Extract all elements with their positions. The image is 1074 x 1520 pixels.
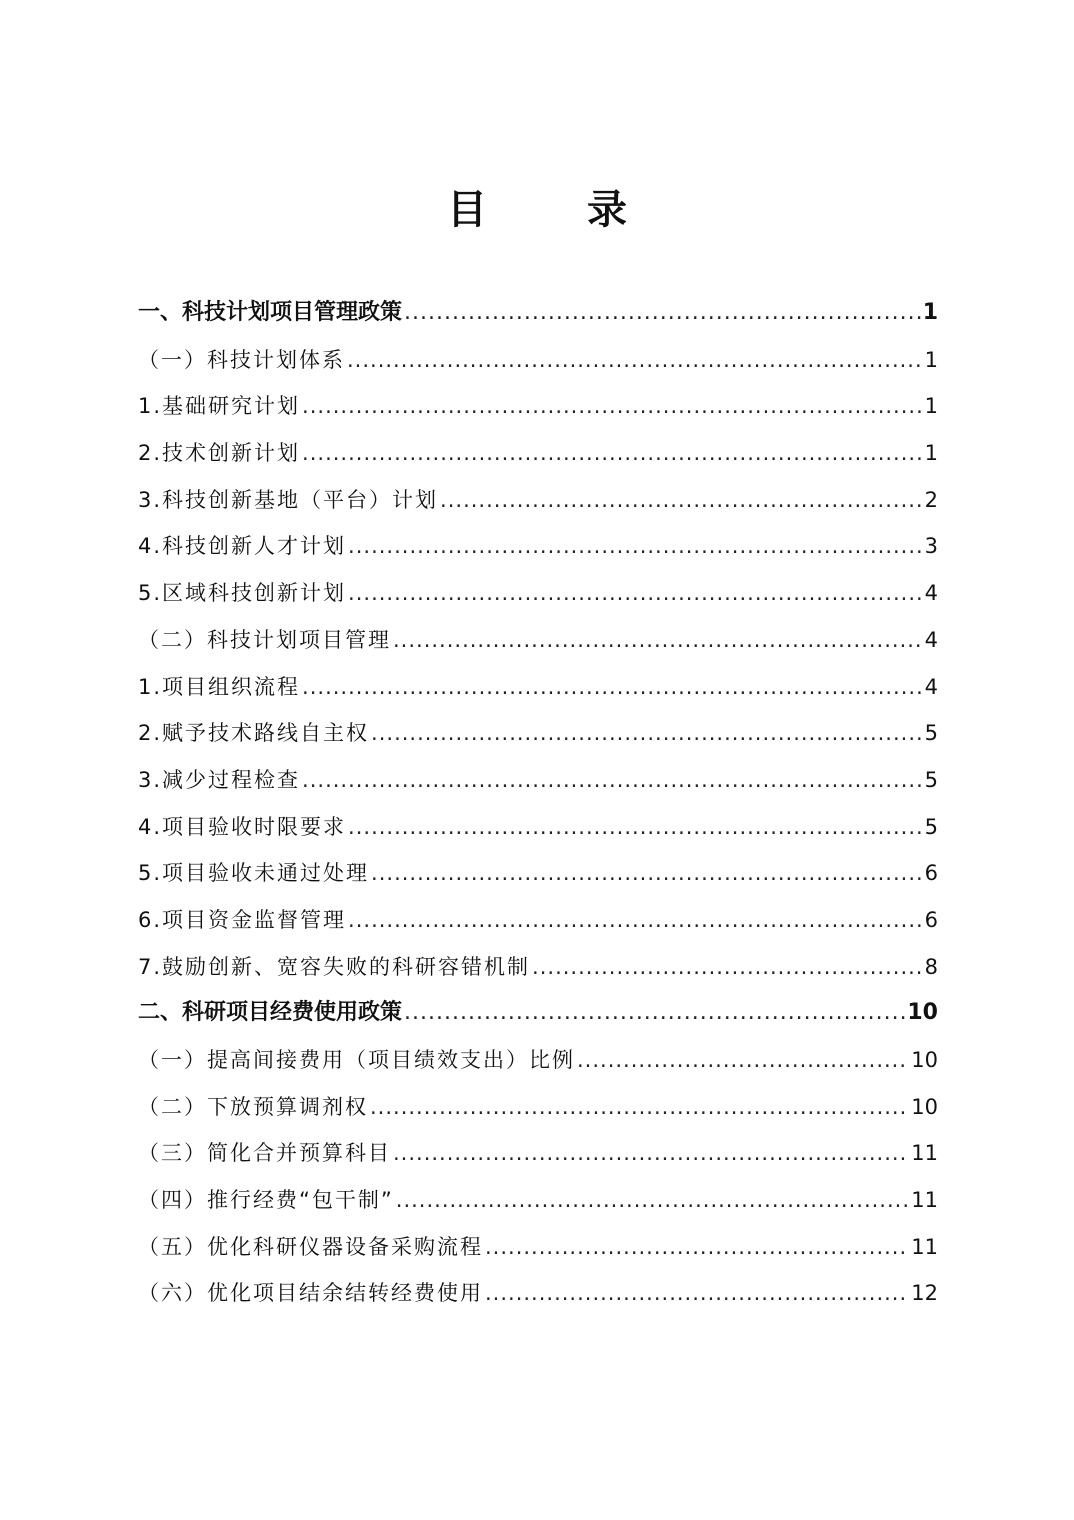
toc-page-number: 10 [907, 1000, 938, 1026]
toc-page-number: 6 [924, 907, 938, 932]
toc-entry[interactable] [138, 710, 938, 757]
toc-entry-label: 3.减少过程检查 [138, 767, 301, 792]
toc-entry[interactable] [138, 477, 938, 524]
toc-page-number: 5 [924, 721, 938, 746]
toc-entry[interactable] [138, 570, 938, 617]
toc-entry-label: 二、科研项目经费使用政策 [138, 1000, 403, 1026]
toc-page-number: 5 [924, 814, 938, 839]
toc-dot-leader [393, 1130, 909, 1177]
toc-dot-leader [396, 1177, 910, 1224]
toc-entry-label: 7.鼓励创新、宽容失败的科研容错机制 [138, 954, 531, 979]
toc-page-number: 1 [924, 441, 938, 466]
toc-dot-leader [577, 1037, 909, 1084]
toc-entry[interactable] [138, 1224, 938, 1271]
toc-entry[interactable] [138, 1130, 938, 1177]
toc-page-number: 10 [911, 1048, 938, 1072]
toc-page-number: 2 [924, 487, 938, 512]
toc-entry-label: （一）科技计划体系 [138, 347, 345, 372]
toc-dot-leader [348, 570, 923, 617]
toc-dot-leader [302, 430, 923, 477]
toc-dot-leader [371, 710, 923, 757]
toc-page-number: 4 [924, 627, 938, 652]
toc-entry[interactable] [138, 990, 938, 1037]
toc-dot-leader [485, 1224, 909, 1271]
toc-entry[interactable] [138, 383, 938, 430]
toc-dot-leader [440, 477, 923, 524]
toc-dot-leader [348, 897, 923, 944]
toc-page-number: 11 [911, 1234, 938, 1259]
toc-dot-leader [532, 944, 923, 991]
toc-entry[interactable] [138, 290, 938, 337]
toc-entry-label: （一）提高间接费用（项目绩效支出）比例 [138, 1048, 575, 1072]
toc-page-number: 1 [922, 300, 938, 325]
toc-entry-label: （三）简化合并预算科目 [138, 1141, 391, 1166]
toc-entry-label: 6.项目资金监督管理 [138, 907, 347, 932]
table-of-contents [138, 290, 938, 1317]
toc-entry[interactable] [138, 430, 938, 477]
toc-page-number: 11 [911, 1141, 938, 1166]
toc-dot-leader [370, 1084, 909, 1131]
toc-dot-leader [404, 990, 905, 1037]
toc-entry[interactable] [138, 757, 938, 804]
toc-page-number: 1 [924, 347, 938, 372]
toc-page-number: 8 [924, 954, 938, 979]
toc-entry-label: 1.项目组织流程 [138, 674, 301, 699]
toc-dot-leader [302, 383, 923, 430]
toc-dot-leader [348, 523, 923, 570]
toc-entry-label: 5.项目验收未通过处理 [138, 861, 370, 886]
toc-entry[interactable] [138, 523, 938, 570]
toc-dot-leader [371, 850, 923, 897]
toc-entry-label: 2.技术创新计划 [138, 441, 301, 466]
toc-entry-label: （五）优化科研仪器设备采购流程 [138, 1234, 483, 1259]
toc-page-number: 4 [924, 581, 938, 606]
toc-entry-label: 5.区域科技创新计划 [138, 581, 347, 606]
toc-entry-label: 4.项目验收时限要求 [138, 814, 347, 839]
toc-dot-leader [347, 337, 923, 384]
toc-entry-label: 4.科技创新人才计划 [138, 534, 347, 559]
toc-entry[interactable] [138, 1037, 938, 1084]
toc-entry[interactable] [138, 804, 938, 851]
toc-entry-label: 3.科技创新基地（平台）计划 [138, 487, 439, 512]
toc-entry-label: （四）推行经费“包干制” [138, 1188, 394, 1213]
toc-dot-leader [302, 757, 923, 804]
toc-entry[interactable] [138, 664, 938, 711]
toc-entry-label: （二）下放预算调剂权 [138, 1094, 368, 1119]
toc-entry[interactable] [138, 897, 938, 944]
toc-dot-leader [393, 617, 923, 664]
toc-entry[interactable] [138, 617, 938, 664]
toc-entry[interactable] [138, 1084, 938, 1131]
toc-page-number: 11 [911, 1188, 938, 1213]
toc-page-number: 1 [924, 394, 938, 419]
toc-page-number: 4 [924, 674, 938, 699]
toc-entry-label: 2.赋予技术路线自主权 [138, 721, 370, 746]
toc-entry[interactable] [138, 1177, 938, 1224]
toc-page-number: 3 [924, 534, 938, 559]
toc-entry-label: 一、科技计划项目管理政策 [138, 300, 403, 325]
page-title: 目 录 [447, 186, 657, 233]
toc-entry-label: 1.基础研究计划 [138, 394, 301, 419]
toc-entry[interactable] [138, 944, 938, 991]
toc-page-number: 5 [924, 767, 938, 792]
toc-entry-label: （六）优化项目结余结转经费使用 [138, 1281, 483, 1306]
toc-dot-leader [348, 804, 923, 851]
toc-page-number: 12 [911, 1281, 938, 1306]
toc-entry[interactable] [138, 337, 938, 384]
toc-entry[interactable] [138, 1270, 938, 1317]
toc-entry[interactable] [138, 850, 938, 897]
toc-dot-leader [485, 1270, 909, 1317]
toc-page-number: 10 [911, 1094, 938, 1119]
toc-page-number: 6 [924, 861, 938, 886]
toc-dot-leader [404, 290, 921, 337]
toc-dot-leader [302, 664, 923, 711]
toc-entry-label: （二）科技计划项目管理 [138, 627, 391, 652]
